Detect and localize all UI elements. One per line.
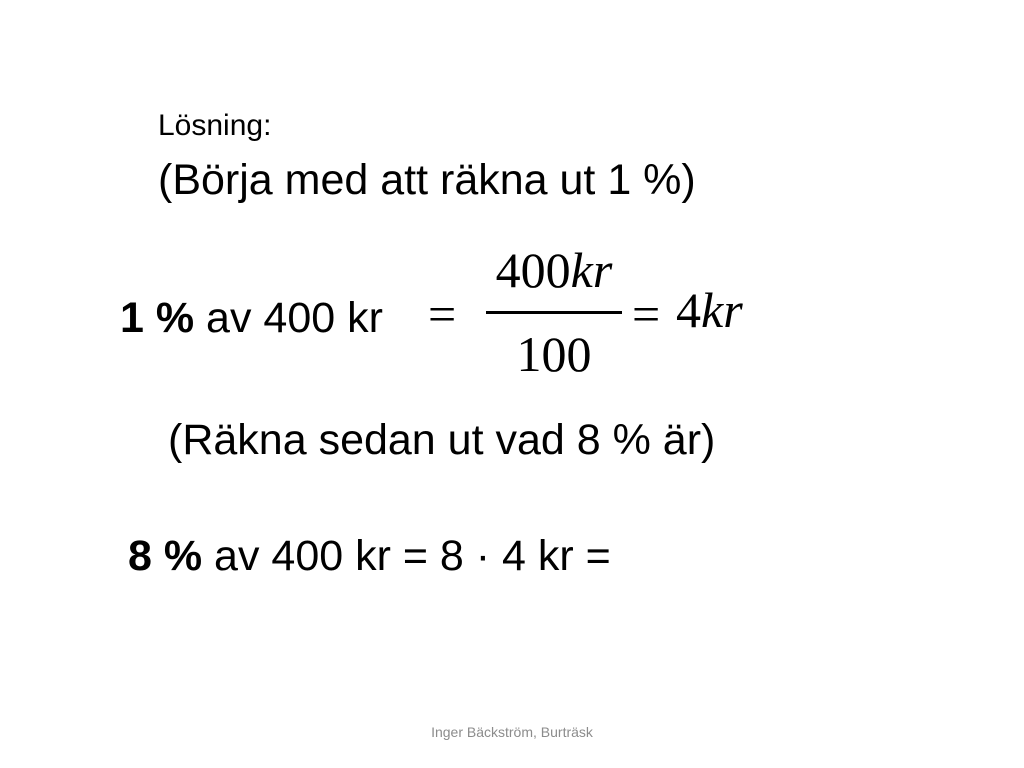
eq1-text: av 400 kr xyxy=(194,294,383,342)
eq2-text: av 400 kr = 8 · 4 kr = xyxy=(202,532,611,580)
result-unit: kr xyxy=(701,282,743,338)
equation-one-percent xyxy=(120,290,383,346)
footer-author: Inger Bäckström, Burträsk xyxy=(431,724,593,740)
eq1-percent-label: 1 % xyxy=(120,294,195,342)
slide-footer xyxy=(0,722,1024,742)
solution-heading: Lösning: xyxy=(158,109,272,142)
step1-hint: (Börja med att räkna ut 1 %) xyxy=(158,156,696,204)
equation-eight-percent xyxy=(128,528,611,584)
fraction-denominator: 100 xyxy=(516,326,592,382)
numerator-unit: kr xyxy=(570,242,613,298)
eq2-percent-label: 8 % xyxy=(128,532,203,580)
fraction-numerator xyxy=(488,240,620,300)
eq1-result xyxy=(676,280,743,340)
eq1-equals-sign-2: = xyxy=(632,286,661,342)
eq1-equals-sign-1: = xyxy=(428,286,457,342)
fraction-bar xyxy=(486,311,622,314)
step2-hint: (Räkna sedan ut vad 8 % är) xyxy=(168,416,716,464)
result-number: 4 xyxy=(676,282,701,338)
numerator-number: 400 xyxy=(495,242,571,298)
